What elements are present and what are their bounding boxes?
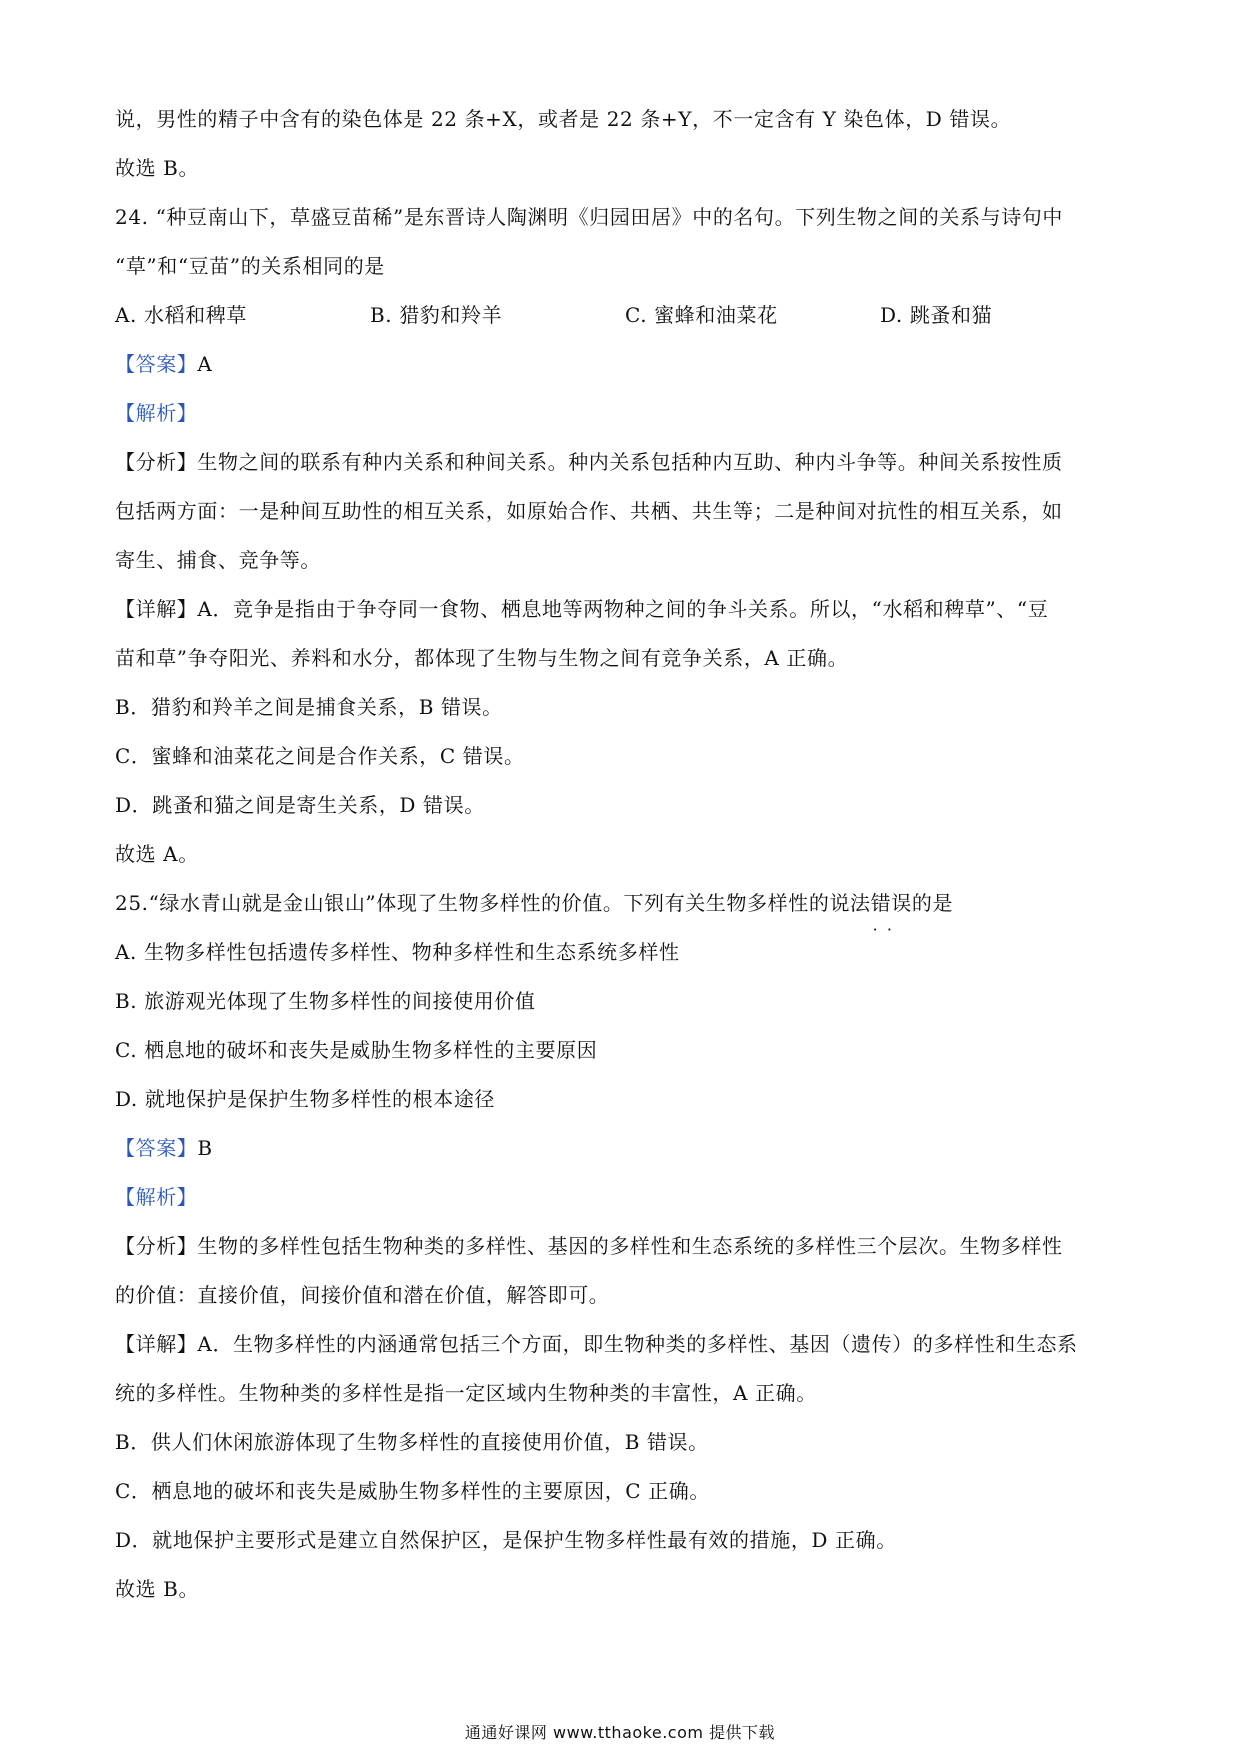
text-span: 的是 — [911, 891, 954, 915]
answer-value: B — [197, 1136, 213, 1160]
text-span: 生物之间的联系有种内关系和种间关系。种内关系包括种内互助、种内斗争等。种间关系按性质 — [197, 450, 1063, 474]
question-24-options — [115, 291, 1135, 340]
answer-24 — [115, 340, 1135, 389]
fenxi-tag: 【分析】 — [115, 450, 198, 474]
xiangjie-tag: 【详解】 — [115, 597, 198, 621]
text-line: 说，男性的精子中含有的染色体是 22 条+X，或者是 22 条+Y，不一定含有 Y 染色体，D 错误。 — [115, 107, 1012, 131]
text-span: 25.“绿水青山就是金山银山”体现了生物多样性的价值。下列有关生物多样性的说法 — [115, 891, 871, 915]
detail-25-line-2: 统的多样性。生物种类的多样性是指一定区域内生物种类的丰富性，A 正确。 — [115, 1381, 817, 1405]
conclusion-25: 故选 B。 — [115, 1577, 200, 1601]
question-24-stem-2: “草”和“豆苗”的关系相同的是 — [115, 254, 385, 278]
detail-25-c: C．栖息地的破坏和丧失是威胁生物多样性的主要原因，C 正确。 — [115, 1479, 710, 1503]
analysis-24-line-2: 包括两方面：一是种间互助性的相互关系，如原始合作、共栖、共生等；二是种间对抗性的相互关系，如 — [115, 499, 1063, 523]
text-span: A．生物多样性的内涵通常包括三个方面，即生物种类的多样性、基因（遗传）的多样性和生态系 — [197, 1332, 1078, 1356]
analysis-24-line-1 — [115, 438, 1135, 487]
emphasis-word: 错误 · · — [871, 891, 912, 915]
option-b: B. 猎豹和羚羊 — [370, 303, 503, 327]
detail-24-line-2: 苗和草”争夺阳光、养料和水分，都体现了生物与生物之间有竞争关系，A 正确。 — [115, 646, 849, 670]
analysis-25-header — [115, 1173, 1135, 1222]
detail-25-line-1 — [115, 1320, 1135, 1369]
question-24-stem-1: 24. “种豆南山下，草盛豆苗稀”是东晋诗人陶渊明《归园田居》中的名句。下列生物之间的关系与诗句中 — [115, 205, 1064, 229]
text-span: 生物的多样性包括生物种类的多样性、基因的多样性和生态系统的多样性三个层次。生物多样性 — [197, 1234, 1063, 1258]
option-c: C. 蜜蜂和油菜花 — [625, 303, 778, 327]
analysis-24-header — [115, 389, 1135, 438]
analysis-24-line-3: 寄生、捕食、竞争等。 — [115, 548, 321, 572]
text-span: A．竞争是指由于争夺同一食物、栖息地等两物种之间的争斗关系。所以，“水稻和稗草”、“豆 — [197, 597, 1049, 621]
analysis-tag: 【解析】 — [115, 1185, 198, 1209]
xiangjie-tag: 【详解】 — [115, 1332, 198, 1356]
page-footer: 通通好课网 www.tthaoke.com 提供下载 — [464, 1723, 776, 1742]
answer-25 — [115, 1124, 1135, 1173]
option-d: D. 跳蚤和猫 — [880, 303, 993, 327]
detail-24-b: B．猎豹和羚羊之间是捕食关系，B 错误。 — [115, 695, 503, 719]
conclusion-line: 故选 B。 — [115, 156, 200, 180]
analysis-tag: 【解析】 — [115, 401, 198, 425]
detail-24-d: D．跳蚤和猫之间是寄生关系，D 错误。 — [115, 793, 485, 817]
question-25-option-c: C. 栖息地的破坏和丧失是威胁生物多样性的主要原因 — [115, 1038, 598, 1062]
question-25-stem — [115, 879, 1135, 928]
detail-25-d: D．就地保护主要形式是建立自然保护区，是保护生物多样性最有效的措施，D 正确。 — [115, 1528, 897, 1552]
question-25-option-a: A. 生物多样性包括遗传多样性、物种多样性和生态系统多样性 — [115, 940, 680, 964]
answer-tag: 【答案】 — [115, 1136, 198, 1160]
document-body — [115, 95, 1135, 1614]
analysis-25-line-2: 的价值：直接价值，间接价值和潜在价值，解答即可。 — [115, 1283, 610, 1307]
answer-tag: 【答案】 — [115, 352, 198, 376]
conclusion-24: 故选 A。 — [115, 842, 199, 866]
question-25-option-d: D. 就地保护是保护生物多样性的根本途径 — [115, 1087, 496, 1111]
analysis-25-line-1 — [115, 1222, 1135, 1271]
option-a: A. 水稻和稗草 — [115, 303, 247, 327]
answer-value: A — [197, 352, 213, 376]
fenxi-tag: 【分析】 — [115, 1234, 198, 1258]
question-25-option-b: B. 旅游观光体现了生物多样性的间接使用价值 — [115, 989, 536, 1013]
detail-25-b: B．供人们休闲旅游体现了生物多样性的直接使用价值，B 错误。 — [115, 1430, 709, 1454]
detail-24-line-1 — [115, 585, 1135, 634]
detail-24-c: C．蜜蜂和油菜花之间是合作关系，C 错误。 — [115, 744, 525, 768]
